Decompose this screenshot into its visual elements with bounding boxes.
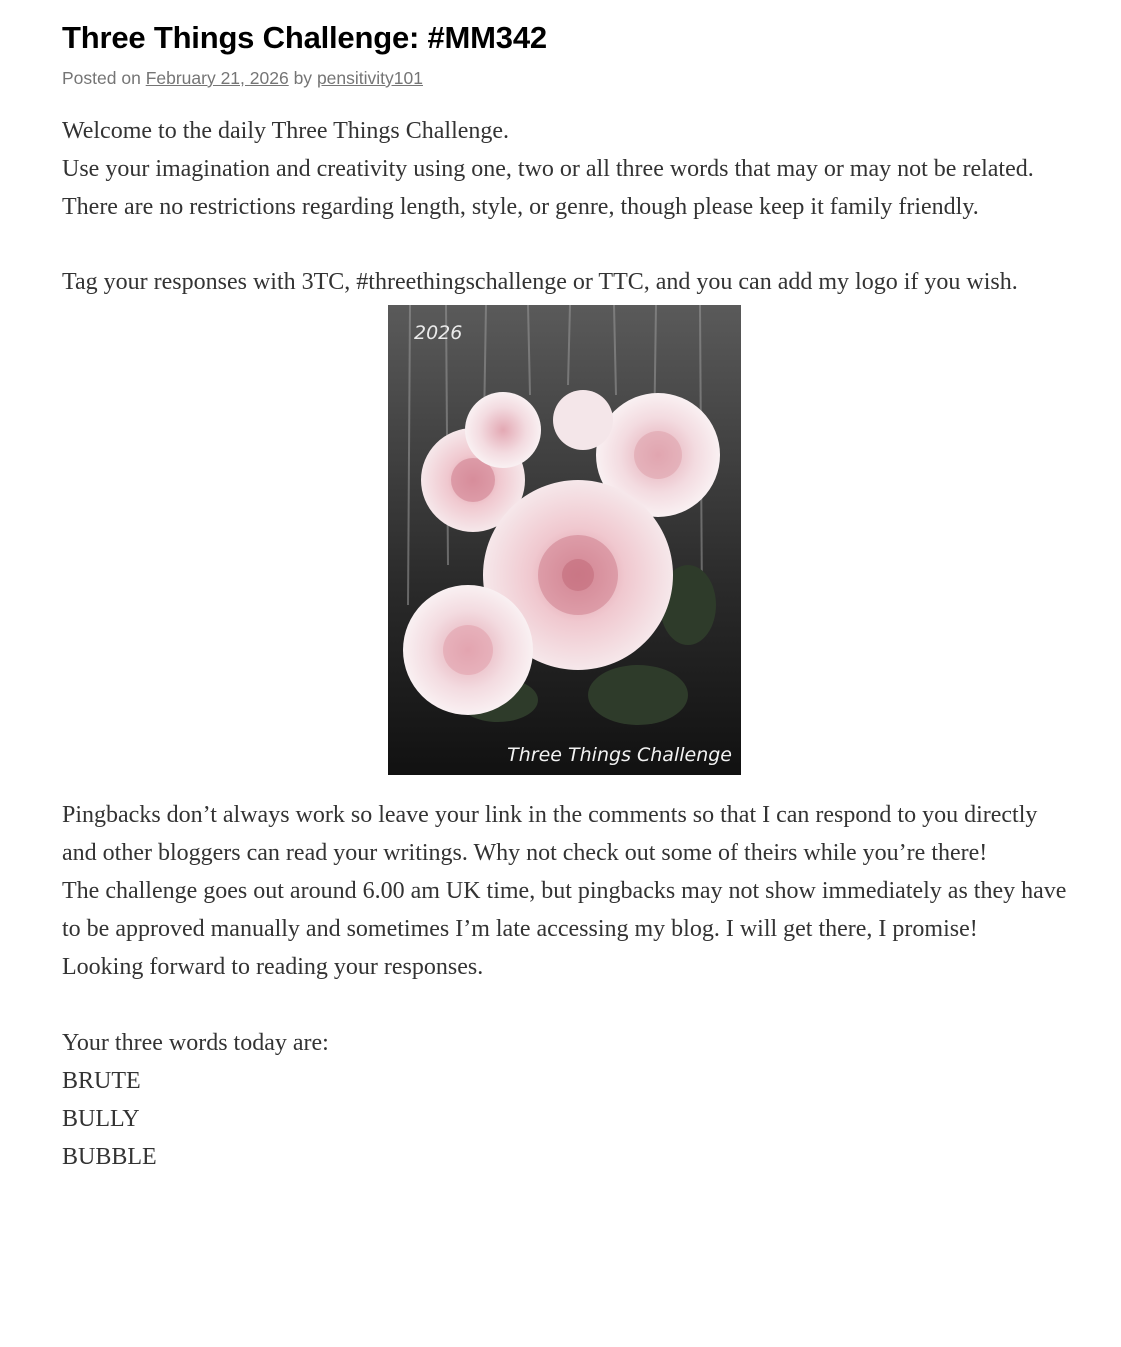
word-item: BULLY xyxy=(62,1106,140,1132)
word-item: BUBBLE xyxy=(62,1144,157,1170)
intro-paragraph: Welcome to the daily Three Things Challenge. xyxy=(62,118,510,144)
author-link[interactable]: pensitivity101 xyxy=(316,68,423,88)
challenge-logo xyxy=(388,305,741,775)
post-title: Three Things Challenge: #MM342 xyxy=(62,20,547,55)
pingbacks-paragraph: Pingbacks don’t always work so leave your link in the comments so that I can respond to you directly and other bloggers can read your writings. Why not check out some of theirs while you’re there! xyxy=(62,802,1038,866)
word-item: BRUTE xyxy=(62,1068,141,1094)
post-content xyxy=(62,112,1072,1176)
roses-logo-image xyxy=(388,305,741,775)
logo-caption-text: Three Things Challenge xyxy=(507,744,732,766)
tagging-paragraph: Tag your responses with 3TC, #threethingschallenge or TTC, and you can add my logo if you wish. xyxy=(62,269,1018,295)
paragraph-spacer xyxy=(62,986,1072,1024)
paragraph-spacer xyxy=(62,226,1072,263)
blog-post xyxy=(62,18,1072,1176)
posted-on-label: Posted on xyxy=(62,68,141,88)
post-date-link[interactable]: February 21, 2026 xyxy=(145,68,289,88)
logo-year-text: 2026 xyxy=(414,322,463,344)
words-intro: Your three words today are: xyxy=(62,1030,329,1056)
post-meta xyxy=(62,67,1072,89)
instructions-paragraph: Use your imagination and creativity using one, two or all three words that may or may not be related. There are no restrictions regarding length, style, or genre, though please keep it family friendly. xyxy=(62,156,1034,220)
by-label: by xyxy=(293,68,313,88)
closing-paragraph: Looking forward to reading your responses. xyxy=(62,954,484,980)
schedule-paragraph: The challenge goes out around 6.00 am UK time, but pingbacks may not show immediately as they have to be approved manually and sometimes I’m late accessing my blog. I will get there, I promise! xyxy=(62,878,1067,942)
